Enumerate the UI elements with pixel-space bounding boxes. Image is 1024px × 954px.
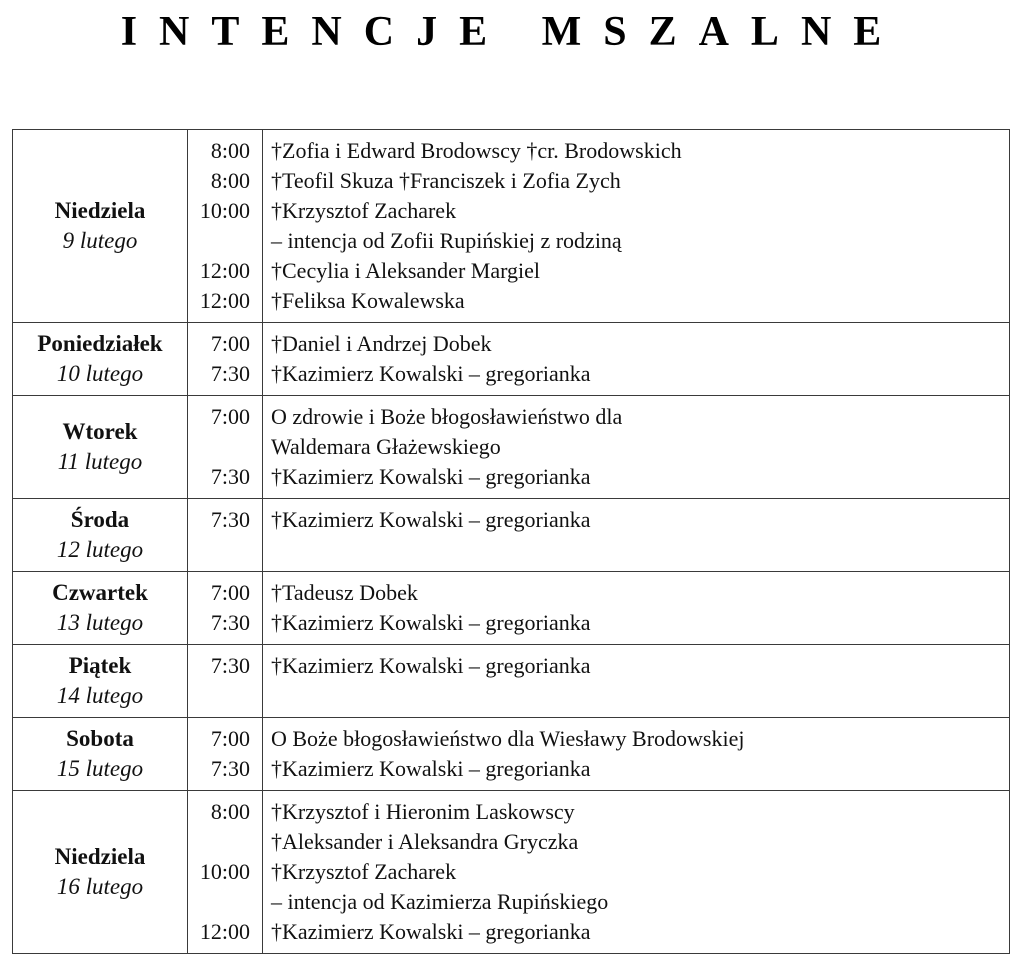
mass-time: 7:30 xyxy=(210,610,250,635)
mass-time: 7:30 xyxy=(210,464,250,489)
intention-cell xyxy=(263,130,1010,323)
mass-time: 7:00 xyxy=(210,726,250,751)
mass-time: 7:30 xyxy=(210,507,250,532)
day-cell xyxy=(13,323,188,396)
day-row xyxy=(13,791,1010,954)
mass-intention: – intencja od Kazimierza Rupińskiego xyxy=(271,889,609,914)
time-cell xyxy=(188,323,263,396)
mass-intention: †Kazimierz Kowalski – gregorianka xyxy=(271,756,591,781)
day-cell xyxy=(13,572,188,645)
day-date: 16 lutego xyxy=(56,874,144,899)
mass-intention: †Zofia i Edward Brodowscy †cr. Brodowskich xyxy=(271,138,682,163)
mass-intention: †Daniel i Andrzej Dobek xyxy=(271,331,492,356)
mass-time xyxy=(188,432,262,462)
mass-intention: †Kazimierz Kowalski – gregorianka xyxy=(271,361,591,386)
day-row xyxy=(13,323,1010,396)
schedule-body xyxy=(13,130,1010,954)
mass-intention: †Aleksander i Aleksandra Gryczka xyxy=(271,829,579,854)
day-cell xyxy=(13,130,188,323)
time-cell xyxy=(188,130,263,323)
day-cell xyxy=(13,499,188,572)
intention-cell xyxy=(263,572,1010,645)
mass-intention xyxy=(263,535,1009,565)
mass-time xyxy=(188,226,262,256)
mass-intention: †Krzysztof i Hieronim Laskowscy xyxy=(271,799,575,824)
time-cell xyxy=(188,791,263,954)
mass-time: 7:00 xyxy=(210,331,250,356)
time-cell xyxy=(188,396,263,499)
mass-intention: †Tadeusz Dobek xyxy=(271,580,418,605)
mass-time: 8:00 xyxy=(210,799,250,824)
mass-intention: †Kazimierz Kowalski – gregorianka xyxy=(271,464,591,489)
mass-intention: †Kazimierz Kowalski – gregorianka xyxy=(271,919,591,944)
mass-time: 7:00 xyxy=(210,580,250,605)
day-date: 11 lutego xyxy=(57,449,143,474)
intention-cell xyxy=(263,396,1010,499)
day-cell xyxy=(13,791,188,954)
intention-cell xyxy=(263,323,1010,396)
mass-intention: O Boże błogosławieństwo dla Wiesławy Brodowskiej xyxy=(271,726,745,751)
mass-intention: †Teofil Skuza †Franciszek i Zofia Zych xyxy=(271,168,621,193)
day-name: Niedziela xyxy=(54,198,146,223)
mass-time: 12:00 xyxy=(199,919,250,944)
page-title: INTENCJE MSZALNE xyxy=(120,9,904,55)
mass-intention: O zdrowie i Boże błogosławieństwo dla xyxy=(271,404,623,429)
mass-time: 7:30 xyxy=(210,653,250,678)
day-row xyxy=(13,645,1010,718)
day-date: 9 lutego xyxy=(62,228,138,253)
day-row xyxy=(13,499,1010,572)
day-row xyxy=(13,718,1010,791)
day-name: Sobota xyxy=(66,726,134,751)
day-row xyxy=(13,396,1010,499)
day-row xyxy=(13,130,1010,323)
mass-intention: †Krzysztof Zacharek xyxy=(271,198,457,223)
day-name: Niedziela xyxy=(54,844,146,869)
time-cell xyxy=(188,718,263,791)
mass-time: 12:00 xyxy=(199,258,250,283)
day-date: 10 lutego xyxy=(56,361,144,386)
mass-time xyxy=(188,681,262,711)
mass-time: 8:00 xyxy=(210,138,250,163)
day-name: Piątek xyxy=(68,653,132,678)
mass-intention xyxy=(263,681,1009,711)
day-name: Czwartek xyxy=(52,580,148,605)
mass-time: 7:00 xyxy=(210,404,250,429)
day-name: Poniedziałek xyxy=(37,331,163,356)
mass-intentions-table xyxy=(12,129,1010,954)
day-date: 13 lutego xyxy=(56,610,144,635)
mass-intention: †Kazimierz Kowalski – gregorianka xyxy=(271,653,591,678)
mass-time xyxy=(188,535,262,565)
intention-cell xyxy=(263,645,1010,718)
time-cell xyxy=(188,499,263,572)
mass-time: 10:00 xyxy=(199,859,250,884)
intention-cell xyxy=(263,718,1010,791)
day-cell xyxy=(13,718,188,791)
intention-cell xyxy=(263,499,1010,572)
mass-time: 8:00 xyxy=(210,168,250,193)
intention-cell xyxy=(263,791,1010,954)
day-name: Wtorek xyxy=(62,419,138,444)
mass-time: 12:00 xyxy=(199,288,250,313)
mass-intention: – intencja od Zofii Rupińskiej z rodziną xyxy=(271,228,622,253)
day-row xyxy=(13,572,1010,645)
mass-time: 7:30 xyxy=(210,361,250,386)
day-name: Środa xyxy=(70,507,130,532)
mass-time xyxy=(188,827,262,857)
mass-time xyxy=(188,887,262,917)
mass-intention: †Cecylia i Aleksander Margiel xyxy=(271,258,541,283)
mass-intention: †Kazimierz Kowalski – gregorianka xyxy=(271,610,591,635)
mass-intention: †Krzysztof Zacharek xyxy=(271,859,457,884)
mass-time: 7:30 xyxy=(210,756,250,781)
mass-time: 10:00 xyxy=(199,198,250,223)
day-date: 12 lutego xyxy=(56,537,144,562)
time-cell xyxy=(188,572,263,645)
day-cell xyxy=(13,396,188,499)
day-date: 15 lutego xyxy=(56,756,144,781)
mass-intention: †Feliksa Kowalewska xyxy=(271,288,465,313)
time-cell xyxy=(188,645,263,718)
day-date: 14 lutego xyxy=(56,683,144,708)
mass-intention: Waldemara Głażewskiego xyxy=(271,434,501,459)
mass-intention: †Kazimierz Kowalski – gregorianka xyxy=(271,507,591,532)
day-cell xyxy=(13,645,188,718)
